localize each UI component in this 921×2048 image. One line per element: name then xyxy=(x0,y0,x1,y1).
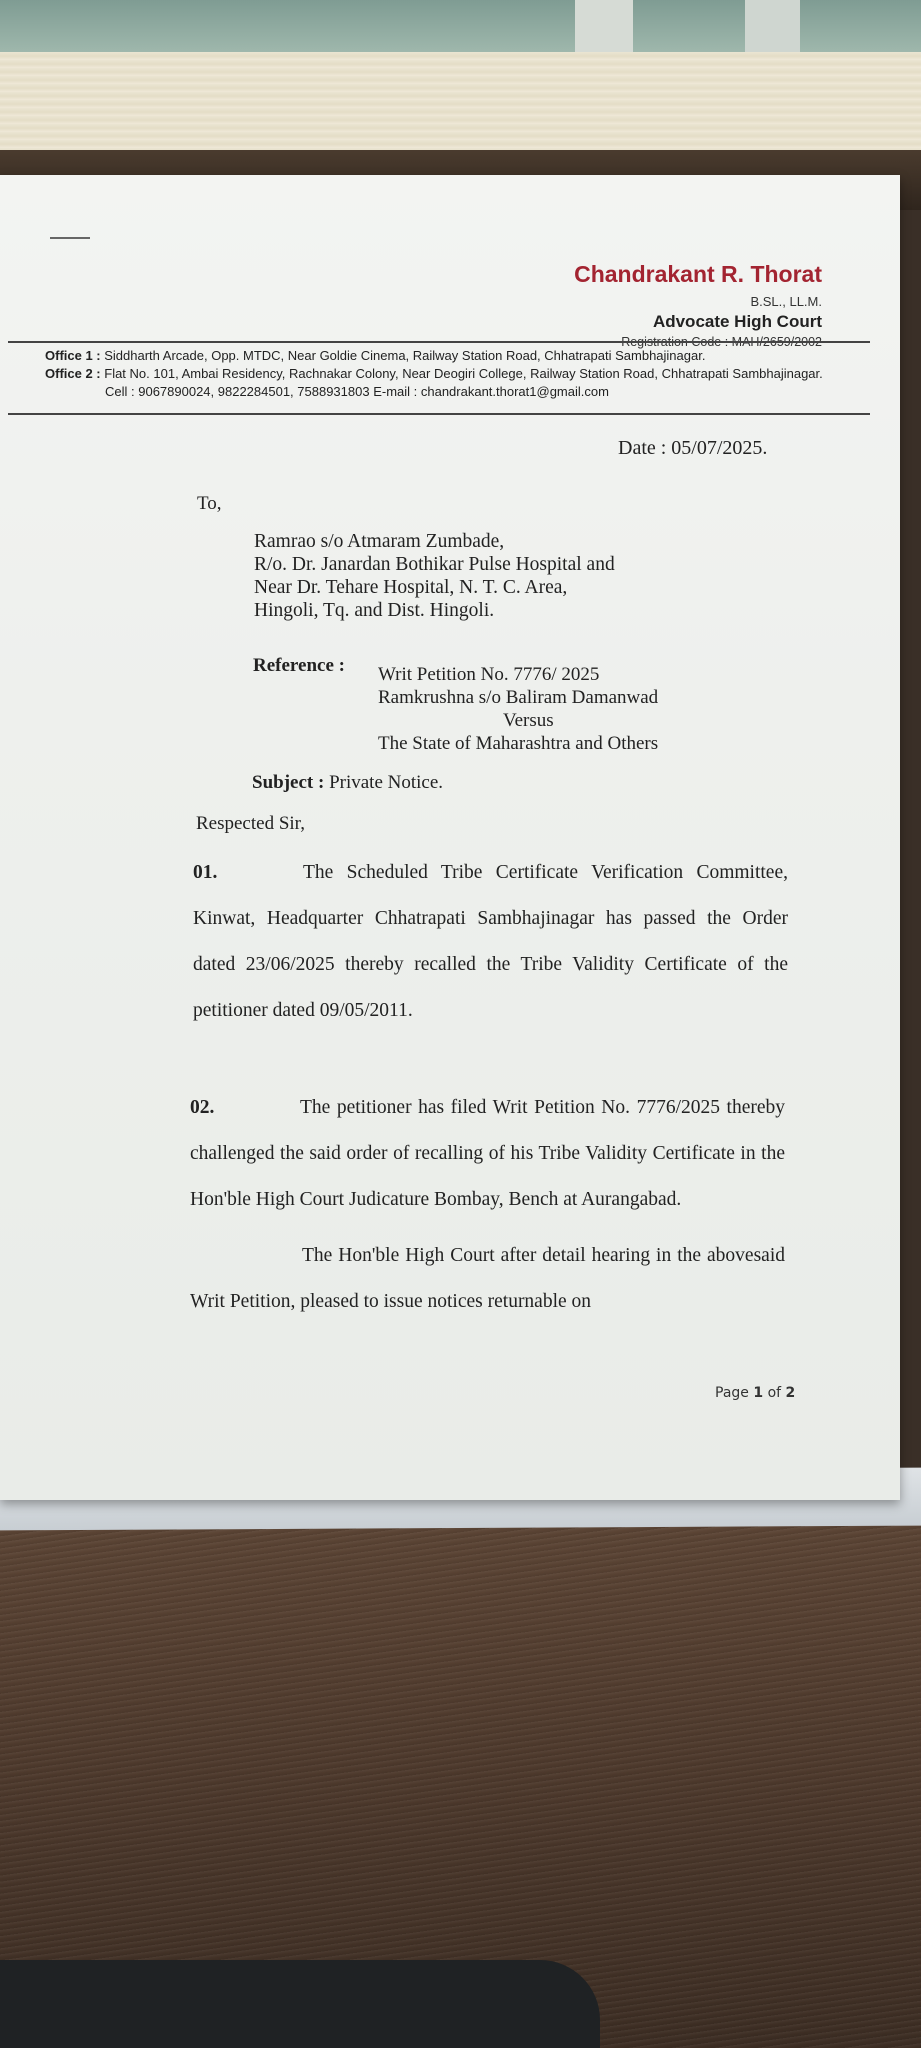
office-1-label: Office 1 : xyxy=(45,348,101,363)
reference-line: The State of Maharashtra and Others xyxy=(378,733,659,754)
address-line: Near Dr. Tehare Hospital, N. T. C. Area, xyxy=(254,577,568,598)
to-label: To, xyxy=(197,493,222,514)
paragraph-text: The Hon'ble High Court after detail hearing in the abovesaid Writ Petition, pleased to issue notices returnable on xyxy=(190,1245,785,1312)
subject-line xyxy=(252,772,443,794)
reference-label: Reference : xyxy=(253,655,345,676)
subject-label: Subject : xyxy=(252,772,325,793)
paragraph-number: 01. xyxy=(193,862,218,883)
office-1 xyxy=(45,347,875,365)
reference-details xyxy=(378,663,658,755)
header-rule-bottom xyxy=(8,413,870,415)
page-prefix: Page xyxy=(715,1385,749,1401)
header-rule-top xyxy=(8,341,870,343)
office-2 xyxy=(45,365,875,383)
paragraph-text: The Scheduled Tribe Certificate Verification Committee, Kinwat, Headquarter Chhatrapati Sambhajinagar has passed the Order dated 23/06/2025 thereby recalled the Tribe Validity Certificate of the petitioner dated 09/05/2011. xyxy=(193,862,788,1021)
reference-line: Writ Petition No. 7776/ 2025 xyxy=(378,664,600,685)
page-number xyxy=(715,1385,795,1401)
paragraph xyxy=(190,1233,785,1325)
advocate-degrees: B.SL., LL.M. xyxy=(750,294,822,309)
advocate-name: Chandrakant R. Thorat xyxy=(574,261,822,287)
document-page xyxy=(0,175,900,1500)
advocate-title: Advocate High Court xyxy=(652,312,822,331)
background-shelf xyxy=(0,52,921,160)
paragraph xyxy=(193,850,788,1034)
contact-line: Cell : 9067890024, 9822284501, 7588931803 E-mail : chandrakant.thorat1@gmail.com xyxy=(105,384,609,399)
recipient-address xyxy=(254,530,615,622)
address-line: R/o. Dr. Janardan Bothikar Pulse Hospital and xyxy=(254,554,615,575)
office-1-address: Siddharth Arcade, Opp. MTDC, Near Goldie Cinema, Railway Station Road, Chhatrapati Sambhajinagar. xyxy=(104,348,706,363)
salutation: Respected Sir, xyxy=(196,813,305,834)
page-mark xyxy=(50,237,90,239)
paragraph xyxy=(190,1085,785,1223)
address-line: Hingoli, Tq. and Dist. Hingoli. xyxy=(254,600,495,621)
address-line: Ramrao s/o Atmaram Zumbade, xyxy=(254,531,505,552)
subject-text: Private Notice. xyxy=(329,772,444,793)
letterhead xyxy=(574,261,822,349)
page-total: 2 xyxy=(785,1385,796,1401)
page-current: 1 xyxy=(753,1385,764,1401)
page-of: of xyxy=(767,1385,782,1401)
reference-line: Ramkrushna s/o Baliram Damanwad xyxy=(378,687,659,708)
letter-date: Date : 05/07/2025. xyxy=(618,437,768,459)
background-dark-object xyxy=(0,1960,600,2048)
office-2-label: Office 2 : xyxy=(45,366,101,381)
paragraph-text: The petitioner has filed Writ Petition No. 7776/2025 thereby challenged the said order of recalling of his Tribe Validity Certificate in the Hon'ble High Court Judicature Bombay, Bench at Aurangabad. xyxy=(190,1097,785,1210)
office-2-address: Flat No. 101, Ambai Residency, Rachnakar Colony, Near Deogiri College, Railway Station Road, Chhatrapati Sambhajinagar. xyxy=(104,366,823,381)
office-addresses xyxy=(45,347,875,401)
reference-line: Versus xyxy=(503,710,554,731)
paragraph-number: 02. xyxy=(190,1097,215,1118)
